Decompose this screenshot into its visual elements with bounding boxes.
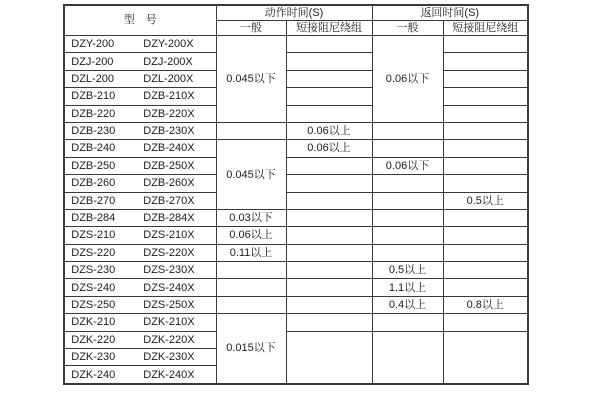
value-cell <box>372 314 443 331</box>
model-name-x: DZB-260X <box>143 177 195 190</box>
value-cell <box>372 122 443 139</box>
value-cell: 0.5以上 <box>372 262 443 279</box>
value-cell <box>372 192 443 209</box>
table-row <box>64 331 528 348</box>
table-row <box>64 157 528 174</box>
model-name: DZK-230 <box>71 351 116 364</box>
value-cell <box>216 262 286 279</box>
header-return-general: 一般 <box>372 21 443 36</box>
model-cell <box>64 244 216 261</box>
model-name: DZY-200 <box>71 38 115 51</box>
model-name-x: DZK-210X <box>143 316 195 329</box>
table-row <box>64 53 528 70</box>
model-pair <box>65 108 216 120</box>
value-cell <box>286 105 372 122</box>
model-cell <box>64 296 216 313</box>
value-cell <box>286 279 372 296</box>
table-row <box>64 192 528 209</box>
header-row-groups <box>64 5 528 21</box>
model-name: DZK-220 <box>71 333 116 346</box>
model-name-x: DZS-230X <box>143 264 195 277</box>
table-row <box>64 88 528 105</box>
spec-table-wrap <box>63 4 529 385</box>
model-name-x: DZK-220X <box>143 333 195 346</box>
header-return-time: 返回时间(S) <box>372 5 528 21</box>
value-cell: 0.06以上 <box>286 140 372 157</box>
model-cell <box>64 88 216 105</box>
value-cell: 0.06以下 <box>372 157 443 174</box>
model-cell <box>64 175 216 192</box>
model-name-x: DZB-240X <box>143 142 195 155</box>
header-action-damped-winding: 短接阻尼绕组 <box>286 21 372 36</box>
model-name-x: DZK-230X <box>143 351 195 364</box>
value-cell <box>372 331 443 384</box>
value-cell: 0.045以下 <box>216 36 286 123</box>
model-name-x: DZS-210X <box>143 229 195 242</box>
model-cell <box>64 122 216 139</box>
model-pair <box>65 125 216 137</box>
model-name: DZB-284 <box>71 212 116 225</box>
value-cell <box>443 175 528 192</box>
value-cell <box>443 140 528 157</box>
model-pair <box>65 351 216 363</box>
value-cell <box>443 70 528 87</box>
model-cell <box>64 314 216 331</box>
model-name-x: DZK-240X <box>143 368 195 381</box>
value-cell: 0.06以上 <box>286 122 372 139</box>
model-cell <box>64 349 216 366</box>
model-pair <box>65 282 216 294</box>
value-cell <box>443 314 528 331</box>
model-pair <box>65 299 216 311</box>
model-cell <box>64 140 216 157</box>
model-pair <box>65 316 216 328</box>
model-cell <box>64 366 216 384</box>
table-row <box>64 296 528 313</box>
value-cell: 0.03以下 <box>216 209 286 226</box>
model-pair <box>65 212 216 224</box>
model-name: DZB-250 <box>71 159 116 172</box>
value-cell: 0.015以下 <box>216 314 286 384</box>
model-name: DZS-230 <box>71 264 116 277</box>
value-cell <box>443 262 528 279</box>
table-row <box>64 209 528 226</box>
value-cell <box>286 209 372 226</box>
table-row <box>64 36 528 53</box>
model-pair <box>65 73 216 85</box>
model-cell <box>64 279 216 296</box>
table-row <box>64 70 528 87</box>
model-pair <box>65 38 216 50</box>
table-row <box>64 262 528 279</box>
model-name: DZB-270 <box>71 194 116 207</box>
value-cell <box>216 279 286 296</box>
model-pair <box>65 160 216 172</box>
model-pair <box>65 177 216 189</box>
header-return-damped-winding: 短接阻尼绕组 <box>443 21 528 36</box>
value-cell: 1.1以上 <box>372 279 443 296</box>
table-row <box>64 314 528 331</box>
value-cell: 0.8以上 <box>443 296 528 313</box>
value-cell: 0.4以上 <box>372 296 443 313</box>
value-cell <box>443 279 528 296</box>
model-pair <box>65 369 216 381</box>
value-cell <box>286 53 372 70</box>
value-cell: 0.06以上 <box>216 227 286 244</box>
model-pair <box>65 264 216 276</box>
model-name: DZB-260 <box>71 177 116 190</box>
value-cell <box>216 122 286 139</box>
value-cell <box>372 227 443 244</box>
header-action-time: 动作时间(S) <box>216 5 372 21</box>
model-cell <box>64 209 216 226</box>
table-body <box>64 36 528 384</box>
value-cell <box>286 296 372 313</box>
header-action-general: 一般 <box>216 21 286 36</box>
value-cell <box>443 244 528 261</box>
model-cell <box>64 227 216 244</box>
table-row <box>64 227 528 244</box>
model-name: DZS-220 <box>71 246 116 259</box>
model-name-x: DZB-270X <box>143 194 195 207</box>
value-cell <box>286 227 372 244</box>
model-cell <box>64 262 216 279</box>
value-cell <box>286 314 372 331</box>
model-pair <box>65 195 216 207</box>
model-name-x: DZY-200X <box>143 38 194 51</box>
model-pair <box>65 56 216 68</box>
table-row <box>64 105 528 122</box>
value-cell <box>443 53 528 70</box>
value-cell <box>286 331 372 384</box>
value-cell <box>443 227 528 244</box>
model-pair <box>65 142 216 154</box>
table-row <box>64 175 528 192</box>
model-name: DZB-210 <box>71 90 116 103</box>
value-cell <box>286 70 372 87</box>
spec-table <box>63 4 529 385</box>
value-cell <box>443 157 528 174</box>
model-name-x: DZB-220X <box>143 107 195 120</box>
model-name-x: DZS-250X <box>143 299 195 311</box>
model-name: DZK-210 <box>71 316 116 329</box>
model-name: DZS-240 <box>71 281 116 294</box>
model-cell <box>64 53 216 70</box>
model-name: DZB-220 <box>71 107 116 120</box>
value-cell <box>372 140 443 157</box>
model-cell <box>64 157 216 174</box>
value-cell <box>443 88 528 105</box>
model-name: DZS-250 <box>71 299 116 311</box>
model-name-x: DZB-210X <box>143 90 195 103</box>
model-name-x: DZJ-200X <box>143 55 193 68</box>
value-cell: 0.11以上 <box>216 244 286 261</box>
value-cell <box>286 157 372 174</box>
model-name: DZJ-200 <box>71 55 114 68</box>
table-row <box>64 279 528 296</box>
model-cell <box>64 331 216 348</box>
value-cell <box>286 192 372 209</box>
value-cell: 0.045以下 <box>216 140 286 210</box>
model-name-x: DZB-250X <box>143 159 195 172</box>
value-cell <box>286 244 372 261</box>
model-name-x: DZS-220X <box>143 246 195 259</box>
model-name: DZK-240 <box>71 368 116 381</box>
model-name-x: DZL-200X <box>143 72 194 85</box>
model-name: DZB-240 <box>71 142 116 155</box>
value-cell <box>372 209 443 226</box>
value-cell <box>443 331 528 384</box>
value-cell <box>443 105 528 122</box>
model-cell <box>64 36 216 53</box>
value-cell <box>286 175 372 192</box>
table-row <box>64 140 528 157</box>
model-name-x: DZS-240X <box>143 281 195 294</box>
model-name: DZL-200 <box>71 72 115 85</box>
table-row <box>64 122 528 139</box>
value-cell <box>372 175 443 192</box>
value-cell <box>443 209 528 226</box>
value-cell <box>216 296 286 313</box>
model-name: DZB-230 <box>71 125 116 138</box>
value-cell: 0.06以下 <box>372 36 443 123</box>
model-cell <box>64 192 216 209</box>
model-pair <box>65 247 216 259</box>
value-cell: 0.5以上 <box>443 192 528 209</box>
model-cell <box>64 105 216 122</box>
table-row <box>64 244 528 261</box>
model-pair <box>65 334 216 346</box>
model-name-x: DZB-284X <box>143 212 195 225</box>
model-pair <box>65 229 216 241</box>
model-name-x: DZB-230X <box>143 125 195 138</box>
value-cell <box>372 244 443 261</box>
value-cell <box>286 262 372 279</box>
value-cell <box>286 88 372 105</box>
model-cell <box>64 70 216 87</box>
value-cell <box>286 36 372 53</box>
table-header <box>64 5 528 36</box>
value-cell <box>443 122 528 139</box>
model-name: DZS-210 <box>71 229 116 242</box>
header-model: 型 号 <box>64 5 216 36</box>
model-pair <box>65 90 216 102</box>
value-cell <box>443 36 528 53</box>
